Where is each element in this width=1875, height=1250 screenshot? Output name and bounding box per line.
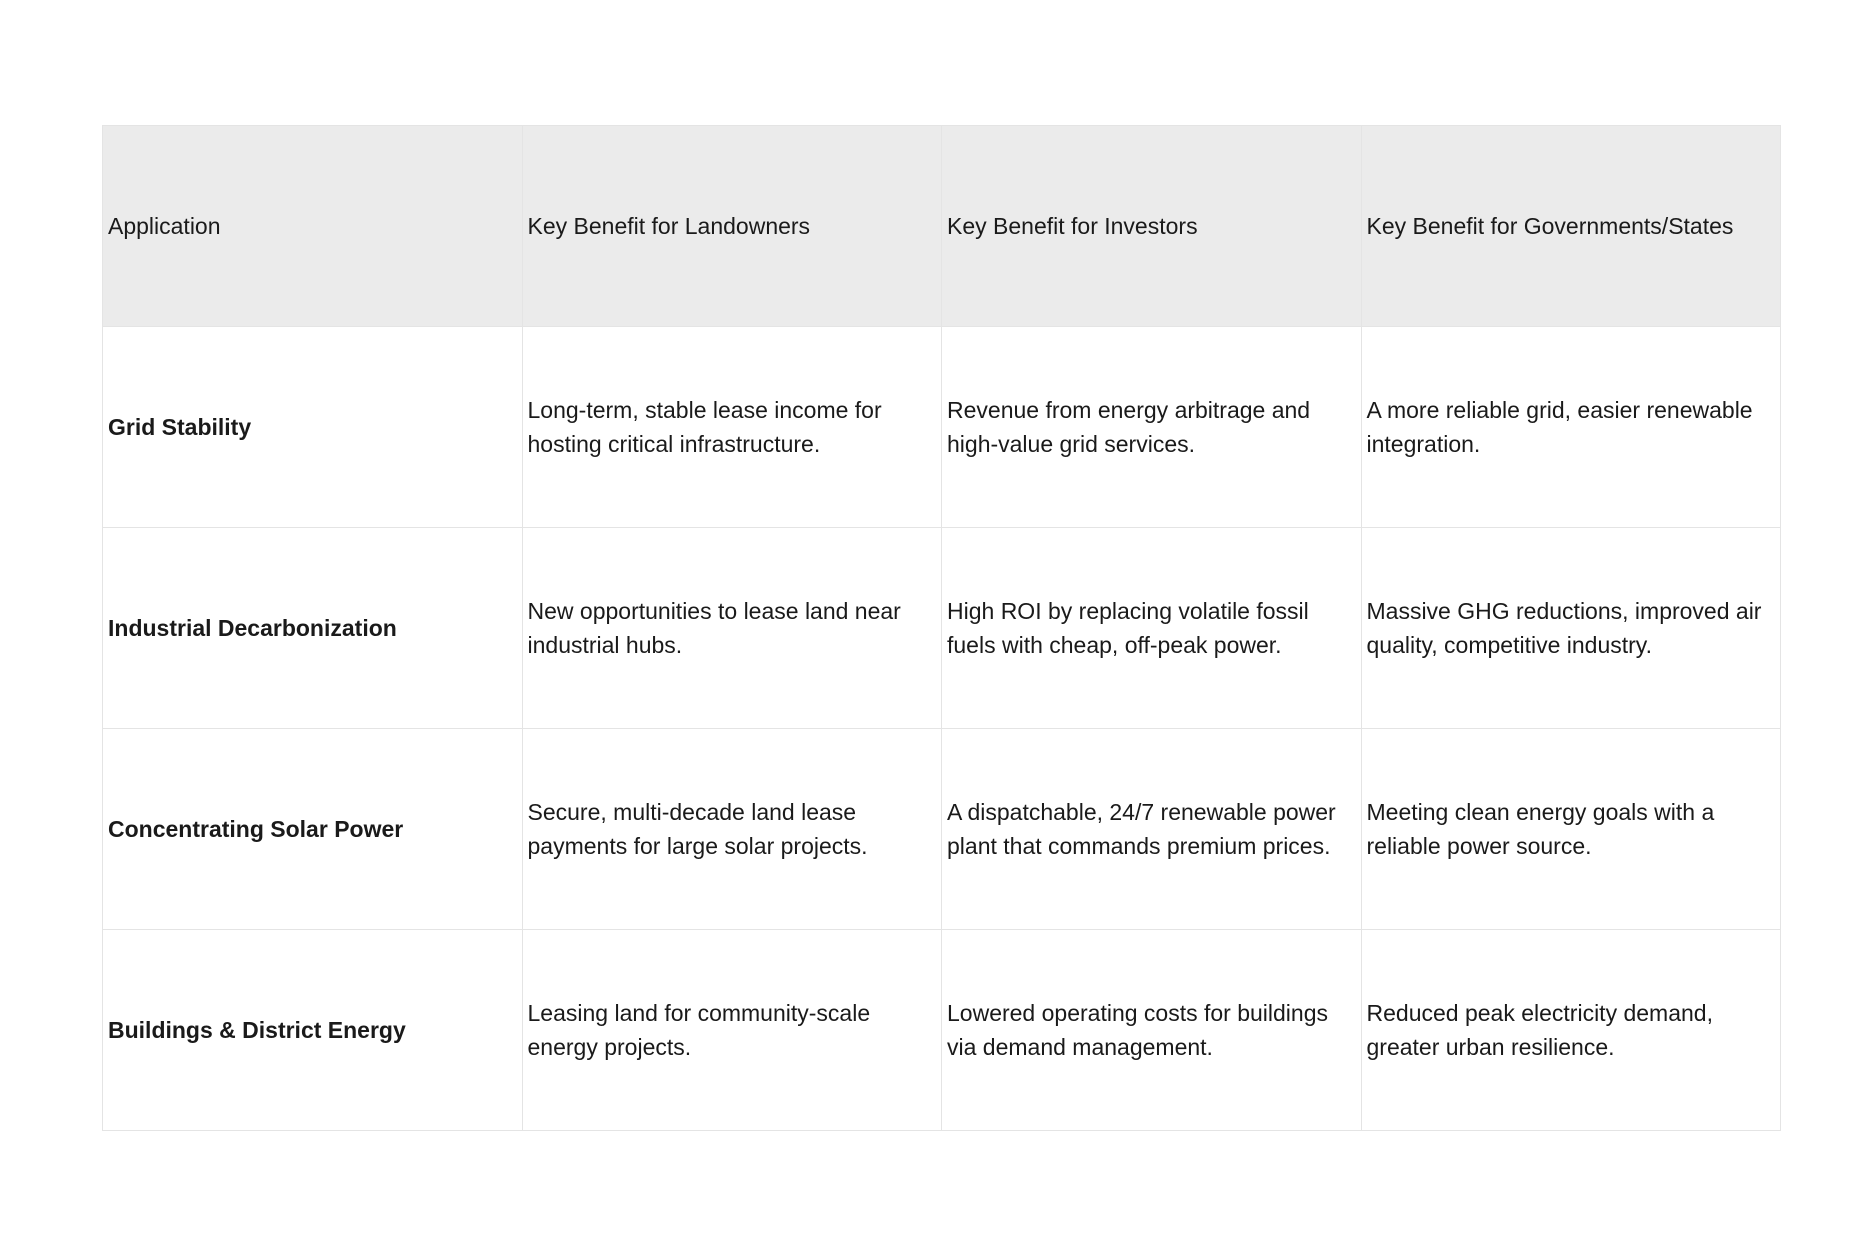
row-application-cell: Buildings & District Energy	[103, 930, 523, 1131]
table-header-row	[103, 126, 1781, 327]
table-row	[103, 528, 1781, 729]
row-investors-cell	[942, 930, 1362, 1131]
table-row	[103, 930, 1781, 1131]
cell-text: Secure, multi-decade land lease payments for large solar projects.	[527, 799, 868, 859]
table-row	[103, 327, 1781, 528]
cell-text: Revenue from energy arbitrage and high-value grid services.	[947, 397, 1311, 457]
table-row	[103, 729, 1781, 930]
cell-text: Massive GHG reductions, improved air quality, competitive industry.	[1366, 598, 1762, 658]
header-landowners: Key Benefit for Landowners	[522, 126, 942, 327]
row-landowners-cell	[522, 930, 942, 1131]
row-governments-cell	[1361, 930, 1781, 1131]
row-landowners-cell	[522, 729, 942, 930]
header-application: Application	[103, 126, 523, 327]
row-governments-cell	[1361, 729, 1781, 930]
cell-text: High ROI by replacing volatile fossil fuels with cheap, off-peak power.	[947, 598, 1309, 658]
benefits-table-container	[102, 125, 1781, 1131]
row-governments-cell	[1361, 327, 1781, 528]
row-landowners-cell	[522, 327, 942, 528]
table-body	[103, 327, 1781, 1131]
row-application-cell: Concentrating Solar Power	[103, 729, 523, 930]
row-investors-cell	[942, 327, 1362, 528]
cell-text: Long-term, stable lease income for hosting critical infrastructure.	[527, 397, 882, 457]
row-landowners-cell	[522, 528, 942, 729]
row-investors-cell	[942, 729, 1362, 930]
cell-text: New opportunities to lease land near industrial hubs.	[527, 598, 901, 658]
row-application-cell: Grid Stability	[103, 327, 523, 528]
cell-text: A more reliable grid, easier renewable integration.	[1366, 397, 1753, 457]
benefits-table	[102, 125, 1781, 1131]
row-application-cell: Industrial Decarbonization	[103, 528, 523, 729]
cell-text: Reduced peak electricity demand, greater urban resilience.	[1366, 1000, 1713, 1060]
row-investors-cell	[942, 528, 1362, 729]
cell-text: Leasing land for community-scale energy projects.	[527, 1000, 871, 1060]
cell-text: A dispatchable, 24/7 renewable power plant that commands premium prices.	[947, 799, 1336, 859]
cell-text: Meeting clean energy goals with a reliable power source.	[1366, 799, 1715, 859]
header-investors: Key Benefit for Investors	[942, 126, 1362, 327]
table-header	[103, 126, 1781, 327]
row-governments-cell	[1361, 528, 1781, 729]
header-governments: Key Benefit for Governments/States	[1361, 126, 1781, 327]
cell-text: Lowered operating costs for buildings via demand management.	[947, 1000, 1329, 1060]
